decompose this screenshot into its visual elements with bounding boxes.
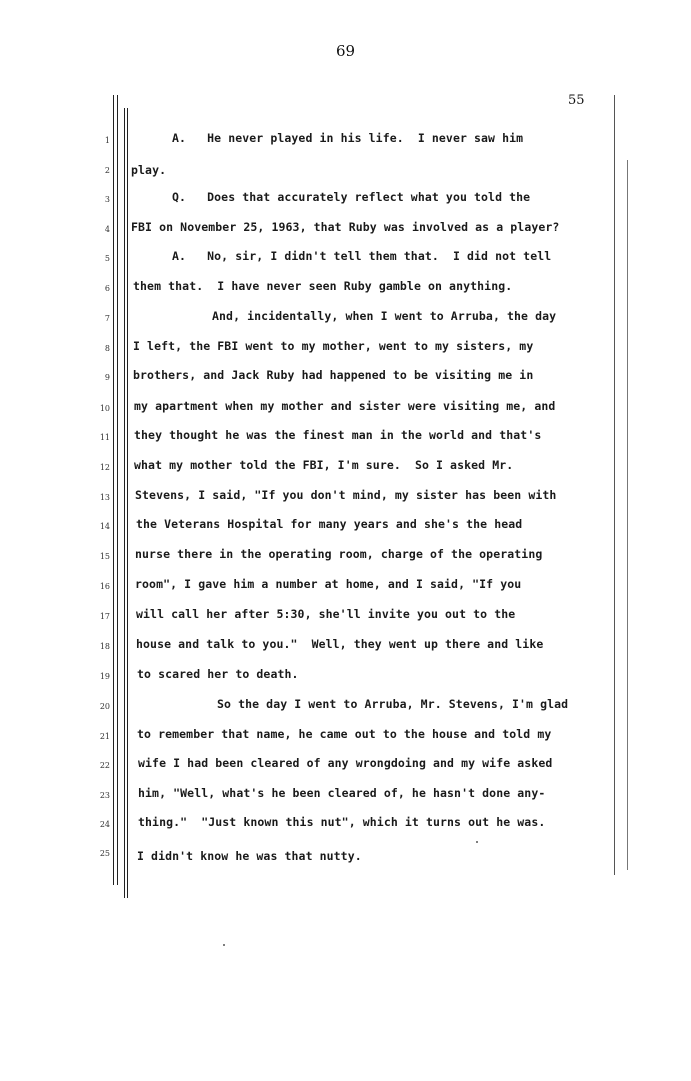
transcript-line: thing." "Just known this nut", which it turns out he was.	[138, 815, 546, 829]
right-margin-rule	[614, 95, 615, 875]
transcript-line: Q. Does that accurately reflect what you told the	[172, 190, 531, 204]
transcript-line: they thought he was the finest man in the world and that's	[134, 428, 542, 442]
transcript-line: the Veterans Hospital for many years and she's the head	[136, 517, 523, 531]
left-margin-rule	[124, 108, 125, 898]
page-number: 69	[335, 42, 356, 60]
transcript-page-number: 55	[568, 93, 585, 108]
line-number: 2	[104, 166, 110, 175]
transcript-line: Stevens, I said, "If you don't mind, my sister has been with	[135, 488, 557, 502]
line-number: 1	[104, 136, 110, 145]
line-number: 12	[99, 463, 110, 472]
transcript-line: to scared her to death.	[137, 667, 299, 681]
transcript-line: I left, the FBI went to my mother, went to my sisters, my	[133, 339, 534, 353]
line-number: 22	[99, 761, 110, 770]
left-margin-rule	[117, 95, 118, 885]
line-number: 15	[99, 552, 110, 561]
line-number: 16	[99, 582, 110, 591]
line-number: 18	[99, 642, 110, 651]
transcript-line: FBI on November 25, 1963, that Ruby was involved as a player?	[131, 220, 560, 234]
line-number: 11	[99, 433, 110, 442]
transcript-line: will call her after 5:30, she'll invite you out to the	[136, 607, 516, 621]
line-number: 4	[104, 225, 110, 234]
transcript-line: wife I had been cleared of any wrongdoing and my wife asked	[138, 756, 553, 770]
transcript-line: And, incidentally, when I went to Arruba, the day	[212, 309, 557, 323]
line-number: 6	[104, 284, 110, 293]
line-number: 20	[99, 702, 110, 711]
transcript-line: So the day I went to Arruba, Mr. Stevens, I'm glad	[217, 697, 569, 711]
line-number: 3	[104, 195, 110, 204]
line-number: 23	[99, 791, 110, 800]
transcript-line: play.	[131, 163, 167, 177]
line-number: 13	[99, 493, 110, 502]
transcript-line: house and talk to you." Well, they went up there and like	[136, 637, 544, 651]
line-number: 5	[104, 254, 110, 263]
line-number: 19	[99, 672, 110, 681]
line-number: 10	[99, 404, 110, 413]
transcript-line: A. No, sir, I didn't tell them that. I did not tell	[172, 249, 552, 263]
left-margin-rule	[113, 95, 114, 885]
line-number: 17	[99, 612, 110, 621]
scan-speck	[476, 841, 478, 843]
line-number: 14	[99, 522, 110, 531]
transcript-line: what my mother told the FBI, I'm sure. So I asked Mr.	[134, 458, 514, 472]
transcript-line: them that. I have never seen Ruby gamble on anything.	[133, 279, 513, 293]
transcript-line: nurse there in the operating room, charge of the operating	[135, 547, 543, 561]
line-number: 7	[104, 314, 110, 323]
transcript-line: to remember that name, he came out to the house and told my	[137, 727, 552, 741]
line-number: 8	[104, 344, 110, 353]
scan-speck	[223, 944, 225, 946]
line-number: 25	[99, 849, 110, 858]
line-number: 24	[99, 820, 110, 829]
line-number: 21	[99, 732, 110, 741]
transcript-line: brothers, and Jack Ruby had happened to be visiting me in	[133, 368, 534, 382]
transcript-line: him, "Well, what's he been cleared of, he hasn't done any-	[138, 786, 546, 800]
transcript-line: A. He never played in his life. I never saw him	[172, 131, 524, 145]
right-margin-rule	[627, 160, 628, 870]
left-margin-rule	[127, 108, 128, 898]
transcript-line: I didn't know he was that nutty.	[137, 849, 362, 863]
transcript-line: room", I gave him a number at home, and I said, "If you	[135, 577, 522, 591]
transcript-line: my apartment when my mother and sister were visiting me, and	[134, 399, 556, 413]
line-number: 9	[104, 373, 110, 382]
